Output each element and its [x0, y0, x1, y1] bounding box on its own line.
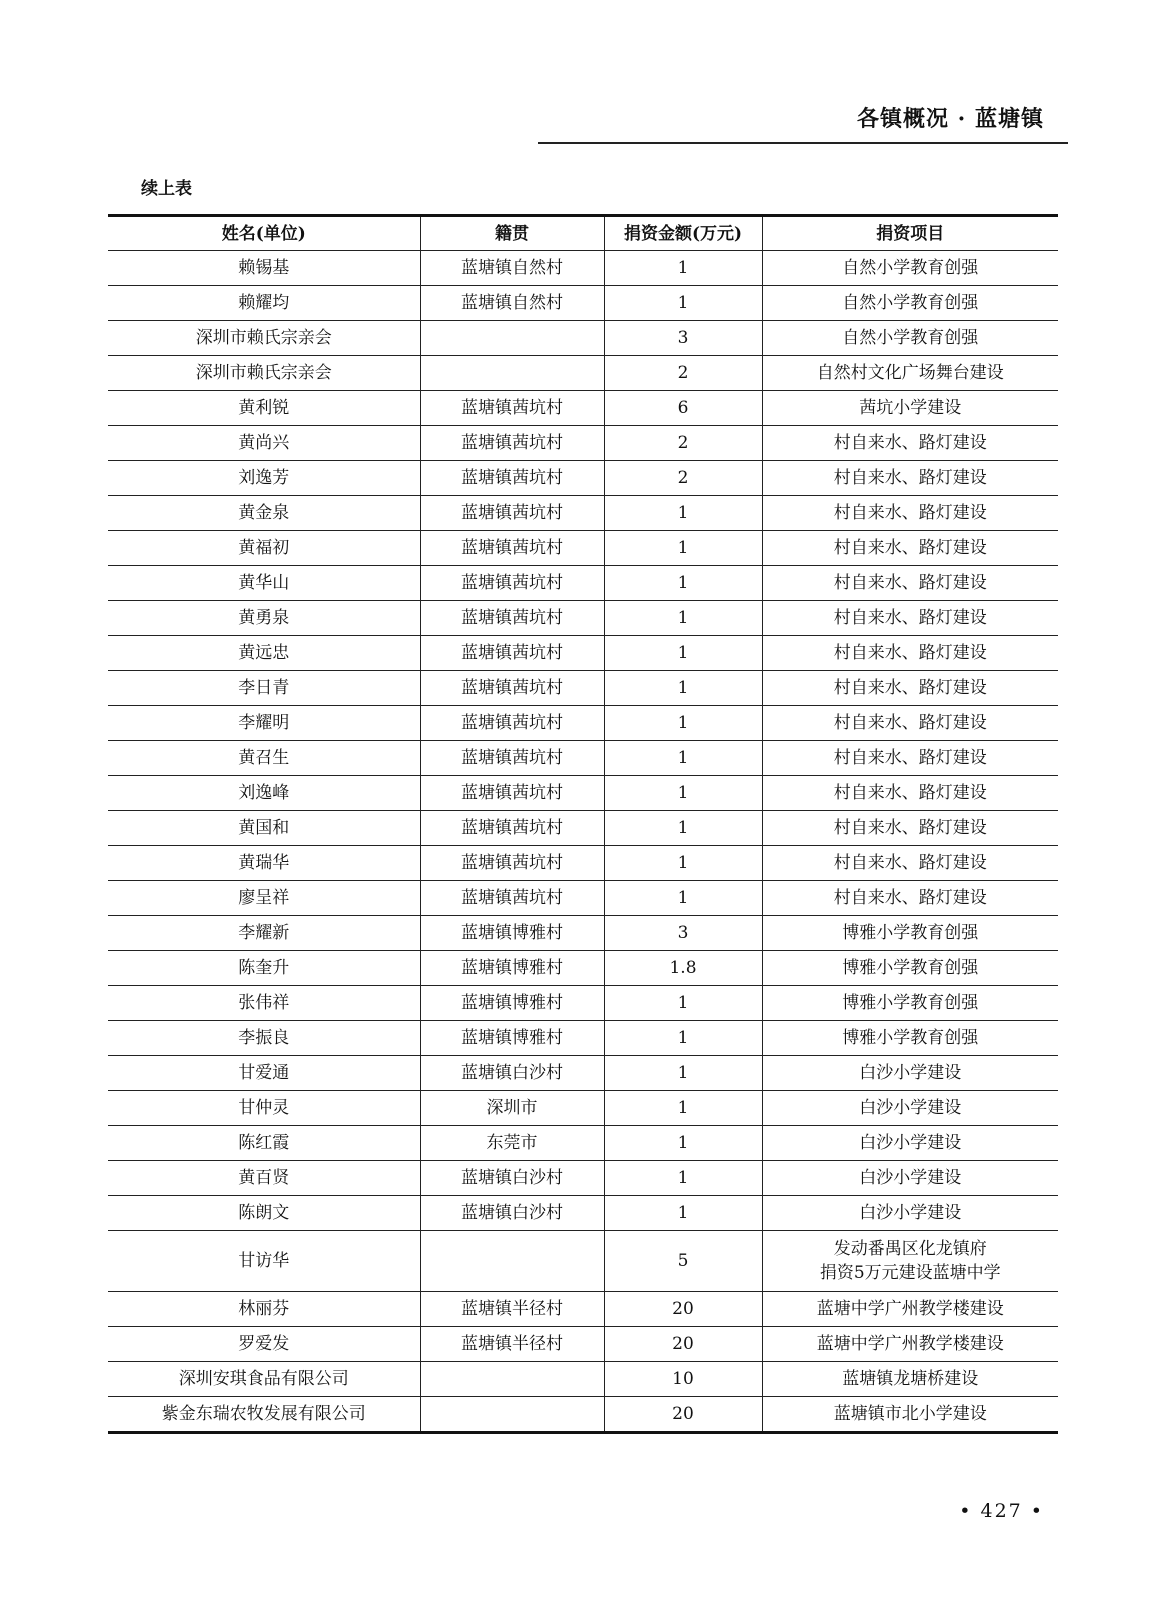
donor-name-cell: 黄华山 [108, 566, 420, 601]
table-row [108, 706, 1058, 741]
donor-name-cell: 黄国和 [108, 811, 420, 846]
donor-name-cell: 黄金泉 [108, 496, 420, 531]
table-row [108, 391, 1058, 426]
donor-name-cell: 黄福初 [108, 531, 420, 566]
donor-name-cell: 深圳安琪食品有限公司 [108, 1362, 420, 1397]
page-header-title: 各镇概况 · 蓝塘镇 [857, 106, 1044, 132]
origin-cell: 蓝塘镇茜坑村 [420, 881, 604, 916]
table-body [108, 251, 1058, 1433]
donor-name-cell: 黄召生 [108, 741, 420, 776]
project-cell: 白沙小学建设 [762, 1091, 1058, 1126]
project-cell: 村自来水、路灯建设 [762, 706, 1058, 741]
origin-cell: 蓝塘镇茜坑村 [420, 566, 604, 601]
table-row [108, 1231, 1058, 1292]
amount-cell: 20 [604, 1292, 762, 1327]
origin-cell: 蓝塘镇白沙村 [420, 1196, 604, 1231]
project-cell: 自然小学教育创强 [762, 286, 1058, 321]
amount-cell: 20 [604, 1397, 762, 1433]
project-cell: 村自来水、路灯建设 [762, 531, 1058, 566]
project-cell: 博雅小学教育创强 [762, 986, 1058, 1021]
table-row [108, 1327, 1058, 1362]
table-row [108, 531, 1058, 566]
origin-cell [420, 1231, 604, 1292]
donor-name-cell: 廖呈祥 [108, 881, 420, 916]
table-row [108, 286, 1058, 321]
origin-cell: 蓝塘镇博雅村 [420, 1021, 604, 1056]
project-cell: 蓝塘中学广州教学楼建设 [762, 1327, 1058, 1362]
donor-name-cell: 罗爱发 [108, 1327, 420, 1362]
donor-name-cell: 李耀明 [108, 706, 420, 741]
origin-cell: 蓝塘镇茜坑村 [420, 636, 604, 671]
amount-cell: 1 [604, 601, 762, 636]
header-rule [538, 142, 1068, 144]
project-cell: 自然村文化广场舞台建设 [762, 356, 1058, 391]
table-row [108, 1292, 1058, 1327]
origin-cell: 蓝塘镇博雅村 [420, 916, 604, 951]
page-number: • 427 • [959, 1500, 1044, 1522]
donor-name-cell: 刘逸芳 [108, 461, 420, 496]
amount-cell: 3 [604, 916, 762, 951]
project-cell: 博雅小学教育创强 [762, 916, 1058, 951]
donor-name-cell: 陈朗文 [108, 1196, 420, 1231]
donor-name-cell: 黄远忠 [108, 636, 420, 671]
table-header-row [108, 216, 1058, 251]
column-header-origin: 籍贯 [420, 216, 604, 251]
table-row [108, 636, 1058, 671]
donor-name-cell: 刘逸峰 [108, 776, 420, 811]
table-row [108, 881, 1058, 916]
donor-name-cell: 李耀新 [108, 916, 420, 951]
donor-name-cell: 紫金东瑞农牧发展有限公司 [108, 1397, 420, 1433]
table-row [108, 601, 1058, 636]
origin-cell: 蓝塘镇茜坑村 [420, 601, 604, 636]
column-header-amount: 捐资金额(万元) [604, 216, 762, 251]
amount-cell: 1 [604, 251, 762, 286]
donor-name-cell: 陈红霞 [108, 1126, 420, 1161]
table-row [108, 566, 1058, 601]
project-cell: 村自来水、路灯建设 [762, 496, 1058, 531]
amount-cell: 1 [604, 1196, 762, 1231]
amount-cell: 1 [604, 636, 762, 671]
origin-cell: 蓝塘镇茜坑村 [420, 426, 604, 461]
amount-cell: 1 [604, 1056, 762, 1091]
table-row [108, 1091, 1058, 1126]
amount-cell: 1 [604, 1161, 762, 1196]
table-row [108, 461, 1058, 496]
table-row [108, 1126, 1058, 1161]
table-row [108, 1362, 1058, 1397]
donor-name-cell: 李日青 [108, 671, 420, 706]
amount-cell: 2 [604, 426, 762, 461]
table-row [108, 741, 1058, 776]
project-cell: 村自来水、路灯建设 [762, 566, 1058, 601]
origin-cell [420, 1397, 604, 1433]
amount-cell: 1 [604, 776, 762, 811]
project-cell: 白沙小学建设 [762, 1161, 1058, 1196]
origin-cell: 蓝塘镇半径村 [420, 1292, 604, 1327]
project-cell: 发动番禺区化龙镇府 捐资5万元建设蓝塘中学 [762, 1231, 1058, 1292]
amount-cell: 5 [604, 1231, 762, 1292]
table-row [108, 916, 1058, 951]
origin-cell: 蓝塘镇茜坑村 [420, 811, 604, 846]
amount-cell: 1 [604, 881, 762, 916]
donor-name-cell: 黄利锐 [108, 391, 420, 426]
project-cell: 蓝塘镇龙塘桥建设 [762, 1362, 1058, 1397]
amount-cell: 1 [604, 846, 762, 881]
origin-cell: 蓝塘镇博雅村 [420, 986, 604, 1021]
origin-cell: 蓝塘镇自然村 [420, 251, 604, 286]
amount-cell: 20 [604, 1327, 762, 1362]
amount-cell: 1 [604, 531, 762, 566]
amount-cell: 10 [604, 1362, 762, 1397]
project-cell: 村自来水、路灯建设 [762, 846, 1058, 881]
donor-name-cell: 赖耀均 [108, 286, 420, 321]
donor-name-cell: 赖锡基 [108, 251, 420, 286]
table-row [108, 1196, 1058, 1231]
table-row [108, 846, 1058, 881]
amount-cell: 1 [604, 1021, 762, 1056]
origin-cell: 蓝塘镇茜坑村 [420, 461, 604, 496]
project-cell: 茜坑小学建设 [762, 391, 1058, 426]
donor-name-cell: 黄百贤 [108, 1161, 420, 1196]
amount-cell: 3 [604, 321, 762, 356]
origin-cell: 蓝塘镇茜坑村 [420, 741, 604, 776]
project-cell: 自然小学教育创强 [762, 251, 1058, 286]
amount-cell: 2 [604, 461, 762, 496]
origin-cell: 东莞市 [420, 1126, 604, 1161]
amount-cell: 1 [604, 1126, 762, 1161]
donor-name-cell: 陈奎升 [108, 951, 420, 986]
donor-name-cell: 甘访华 [108, 1231, 420, 1292]
project-cell: 博雅小学教育创强 [762, 1021, 1058, 1056]
amount-cell: 1 [604, 496, 762, 531]
table-row [108, 251, 1058, 286]
table-row [108, 671, 1058, 706]
amount-cell: 1 [604, 286, 762, 321]
origin-cell: 蓝塘镇茜坑村 [420, 846, 604, 881]
project-cell: 村自来水、路灯建设 [762, 776, 1058, 811]
donor-name-cell: 甘爱通 [108, 1056, 420, 1091]
project-cell: 白沙小学建设 [762, 1196, 1058, 1231]
donor-name-cell: 黄瑞华 [108, 846, 420, 881]
project-cell: 蓝塘镇市北小学建设 [762, 1397, 1058, 1433]
origin-cell: 蓝塘镇自然村 [420, 286, 604, 321]
table-row [108, 1397, 1058, 1433]
project-cell: 村自来水、路灯建设 [762, 426, 1058, 461]
origin-cell: 蓝塘镇茜坑村 [420, 496, 604, 531]
origin-cell: 蓝塘镇茜坑村 [420, 391, 604, 426]
origin-cell: 蓝塘镇博雅村 [420, 951, 604, 986]
amount-cell: 1 [604, 706, 762, 741]
project-cell: 村自来水、路灯建设 [762, 461, 1058, 496]
amount-cell: 1.8 [604, 951, 762, 986]
origin-cell: 深圳市 [420, 1091, 604, 1126]
table-row [108, 321, 1058, 356]
amount-cell: 1 [604, 986, 762, 1021]
donor-name-cell: 林丽芬 [108, 1292, 420, 1327]
origin-cell: 蓝塘镇半径村 [420, 1327, 604, 1362]
amount-cell: 2 [604, 356, 762, 391]
amount-cell: 1 [604, 741, 762, 776]
project-cell: 村自来水、路灯建设 [762, 881, 1058, 916]
donations-table [108, 214, 1058, 1434]
project-cell: 博雅小学教育创强 [762, 951, 1058, 986]
origin-cell: 蓝塘镇茜坑村 [420, 531, 604, 566]
project-cell: 白沙小学建设 [762, 1126, 1058, 1161]
project-cell: 蓝塘中学广州教学楼建设 [762, 1292, 1058, 1327]
amount-cell: 1 [604, 1091, 762, 1126]
origin-cell [420, 321, 604, 356]
project-cell: 村自来水、路灯建设 [762, 741, 1058, 776]
table-row [108, 951, 1058, 986]
donor-name-cell: 张伟祥 [108, 986, 420, 1021]
origin-cell: 蓝塘镇茜坑村 [420, 706, 604, 741]
continued-label: 续上表 [141, 179, 192, 199]
project-cell: 村自来水、路灯建设 [762, 671, 1058, 706]
project-cell: 白沙小学建设 [762, 1056, 1058, 1091]
origin-cell [420, 1362, 604, 1397]
project-cell: 自然小学教育创强 [762, 321, 1058, 356]
origin-cell: 蓝塘镇白沙村 [420, 1056, 604, 1091]
amount-cell: 6 [604, 391, 762, 426]
amount-cell: 1 [604, 811, 762, 846]
table-row [108, 811, 1058, 846]
origin-cell: 蓝塘镇茜坑村 [420, 776, 604, 811]
origin-cell: 蓝塘镇茜坑村 [420, 671, 604, 706]
project-cell: 村自来水、路灯建设 [762, 811, 1058, 846]
origin-cell [420, 356, 604, 391]
donor-name-cell: 深圳市赖氏宗亲会 [108, 321, 420, 356]
donor-name-cell: 深圳市赖氏宗亲会 [108, 356, 420, 391]
donor-name-cell: 李振良 [108, 1021, 420, 1056]
table-row [108, 356, 1058, 391]
origin-cell: 蓝塘镇白沙村 [420, 1161, 604, 1196]
donor-name-cell: 黄勇泉 [108, 601, 420, 636]
project-cell: 村自来水、路灯建设 [762, 636, 1058, 671]
amount-cell: 1 [604, 671, 762, 706]
amount-cell: 1 [604, 566, 762, 601]
donor-name-cell: 甘仲灵 [108, 1091, 420, 1126]
column-header-project: 捐资项目 [762, 216, 1058, 251]
table-row [108, 496, 1058, 531]
column-header-name: 姓名(单位) [108, 216, 420, 251]
project-cell: 村自来水、路灯建设 [762, 601, 1058, 636]
donor-name-cell: 黄尚兴 [108, 426, 420, 461]
table-row [108, 1161, 1058, 1196]
table-row [108, 986, 1058, 1021]
table-row [108, 426, 1058, 461]
table-row [108, 1021, 1058, 1056]
table-row [108, 1056, 1058, 1091]
table-row [108, 776, 1058, 811]
